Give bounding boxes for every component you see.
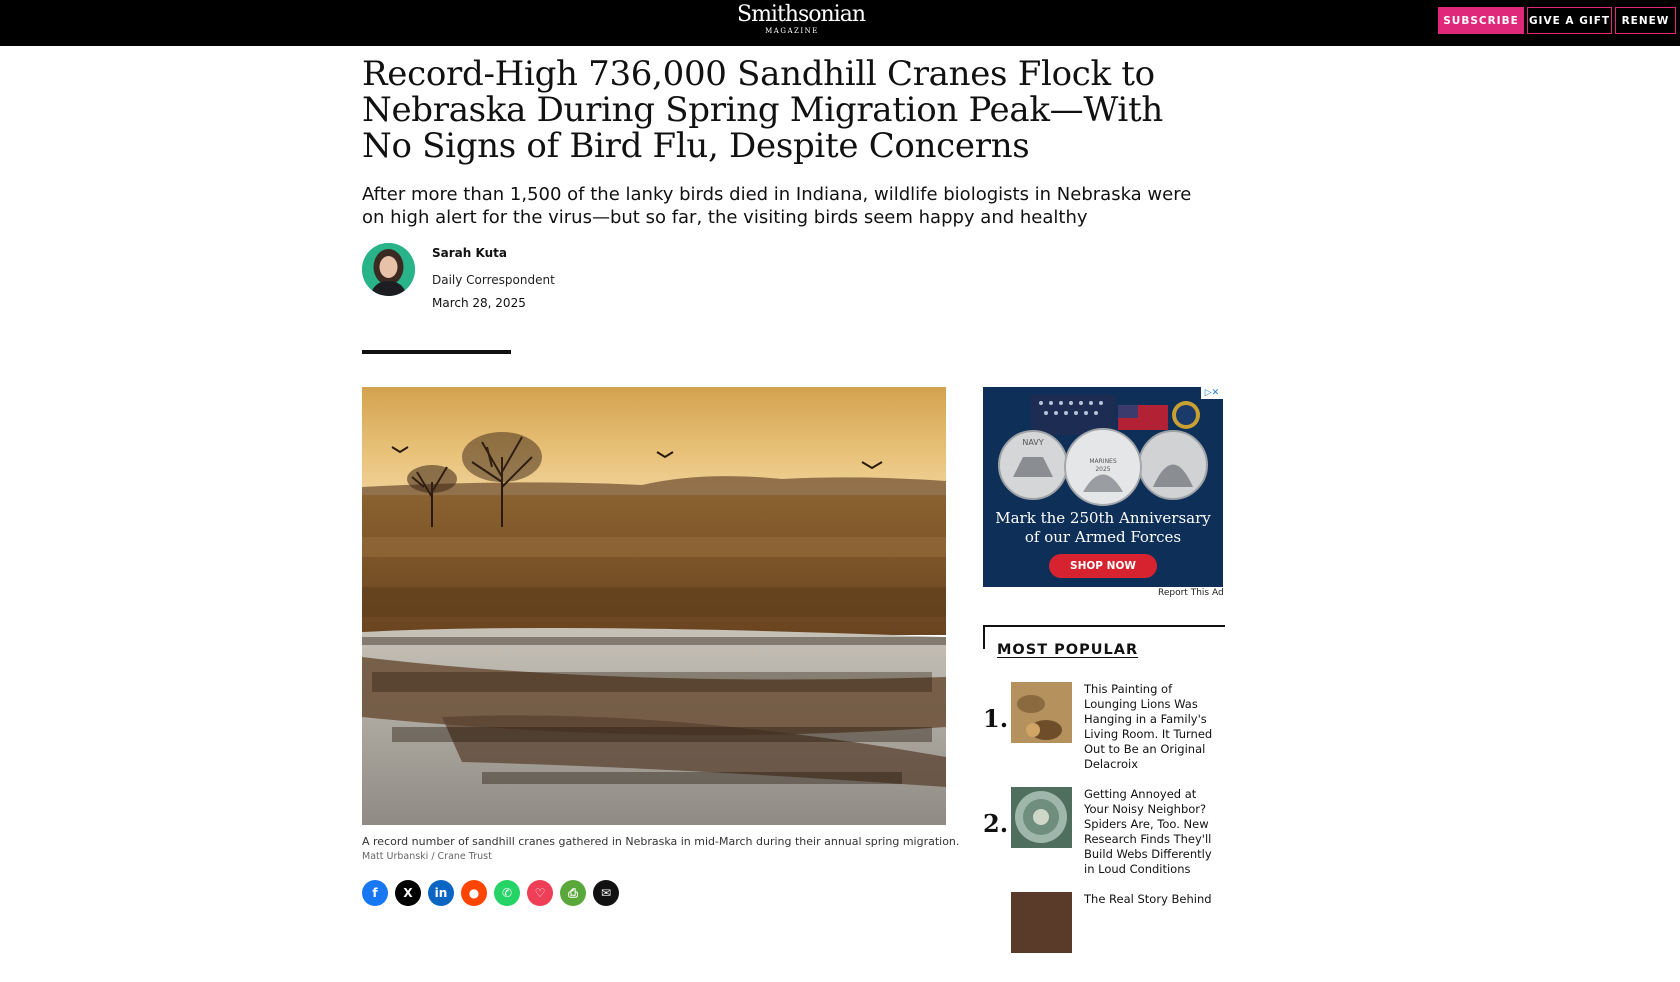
article-dek: After more than 1,500 of the lanky birds died in Indiana, wildlife biologists in Nebraska were on high alert for the virus—but so far, the visiting birds seem happy and healthy	[362, 184, 1192, 228]
logo-wordmark: Smithsonian	[737, 2, 866, 27]
author-avatar[interactable]	[362, 243, 415, 296]
top-nav-bar	[0, 0, 1680, 46]
ad-headline-line1: Mark the 250th Anniversary	[995, 509, 1211, 527]
section-divider	[362, 350, 511, 354]
email-icon[interactable]: ✉	[593, 880, 619, 906]
x-icon[interactable]: X	[395, 880, 421, 906]
facebook-icon[interactable]: f	[362, 880, 388, 906]
ad-close-icon[interactable]: ▷✕	[1201, 387, 1223, 399]
share-bar	[362, 880, 619, 906]
report-ad-link[interactable]: Report This Ad	[1158, 588, 1224, 598]
renew-button[interactable]: RENEW	[1615, 7, 1676, 34]
smithsonian-logo[interactable]	[737, 2, 866, 35]
hero-image-sandhill-cranes	[362, 387, 946, 825]
popular-item-1[interactable]	[983, 682, 1223, 772]
popular-headline[interactable]: Getting Annoyed at Your Noisy Neighbor? Spiders Are, Too. New Research Finds They'll Build Webs Differently in Loud Conditions	[1084, 787, 1212, 876]
publish-date: March 28, 2025	[432, 296, 526, 310]
popular-rank: 2.	[983, 809, 1009, 838]
author-role: Daily Correspondent	[432, 273, 555, 287]
advertisement-banner[interactable]	[983, 387, 1223, 587]
ad-shop-now-button[interactable]: SHOP NOW	[1049, 554, 1157, 578]
give-a-gift-button[interactable]: GIVE A GIFT	[1527, 7, 1612, 34]
subscribe-button[interactable]: SUBSCRIBE	[1438, 7, 1524, 34]
ad-headline-line2: of our Armed Forces	[1024, 528, 1182, 546]
coin-collection-image	[983, 387, 1223, 507]
most-popular-heading: MOST POPULAR	[997, 642, 1139, 658]
popular-thumbnail-spider-web[interactable]	[1011, 787, 1072, 848]
ad-headline	[983, 509, 1223, 547]
image-credit: Matt Urbanski / Crane Trust	[362, 851, 492, 862]
popular-item-2[interactable]	[983, 787, 1223, 877]
whatsapp-icon[interactable]: ✆	[494, 880, 520, 906]
article-title: Record-High 736,000 Sandhill Cranes Flock to Nebraska During Spring Migration Peak—With No Signs of Bird Flu, Despite Concerns	[362, 54, 1163, 166]
coin-marines-label: MARINES	[1089, 458, 1117, 465]
print-icon[interactable]: ⎙	[560, 880, 586, 906]
popular-thumbnail-lions[interactable]	[1011, 682, 1072, 743]
popular-headline[interactable]: This Painting of Lounging Lions Was Hanging in a Family's Living Room. It Turned Out to Be an Original Delacroix	[1084, 682, 1213, 771]
popular-thumbnail-3[interactable]	[1011, 892, 1072, 953]
linkedin-icon[interactable]: in	[428, 880, 454, 906]
popular-headline[interactable]: The Real Story Behind	[1084, 892, 1212, 906]
author-name[interactable]: Sarah Kuta	[432, 246, 507, 260]
author-portrait-icon	[362, 243, 415, 296]
logo-subtitle: MAGAZINE	[765, 27, 819, 35]
image-caption: A record number of sandhill cranes gathered in Nebraska in mid-March during their annual spring migration.	[362, 835, 960, 848]
pocket-icon[interactable]: ♡	[527, 880, 553, 906]
coin-navy-label: NAVY	[1022, 438, 1044, 447]
popular-rank: 1.	[983, 704, 1009, 733]
coin-year-label: 2025	[1095, 466, 1111, 473]
reddit-icon[interactable]: ●	[461, 880, 487, 906]
